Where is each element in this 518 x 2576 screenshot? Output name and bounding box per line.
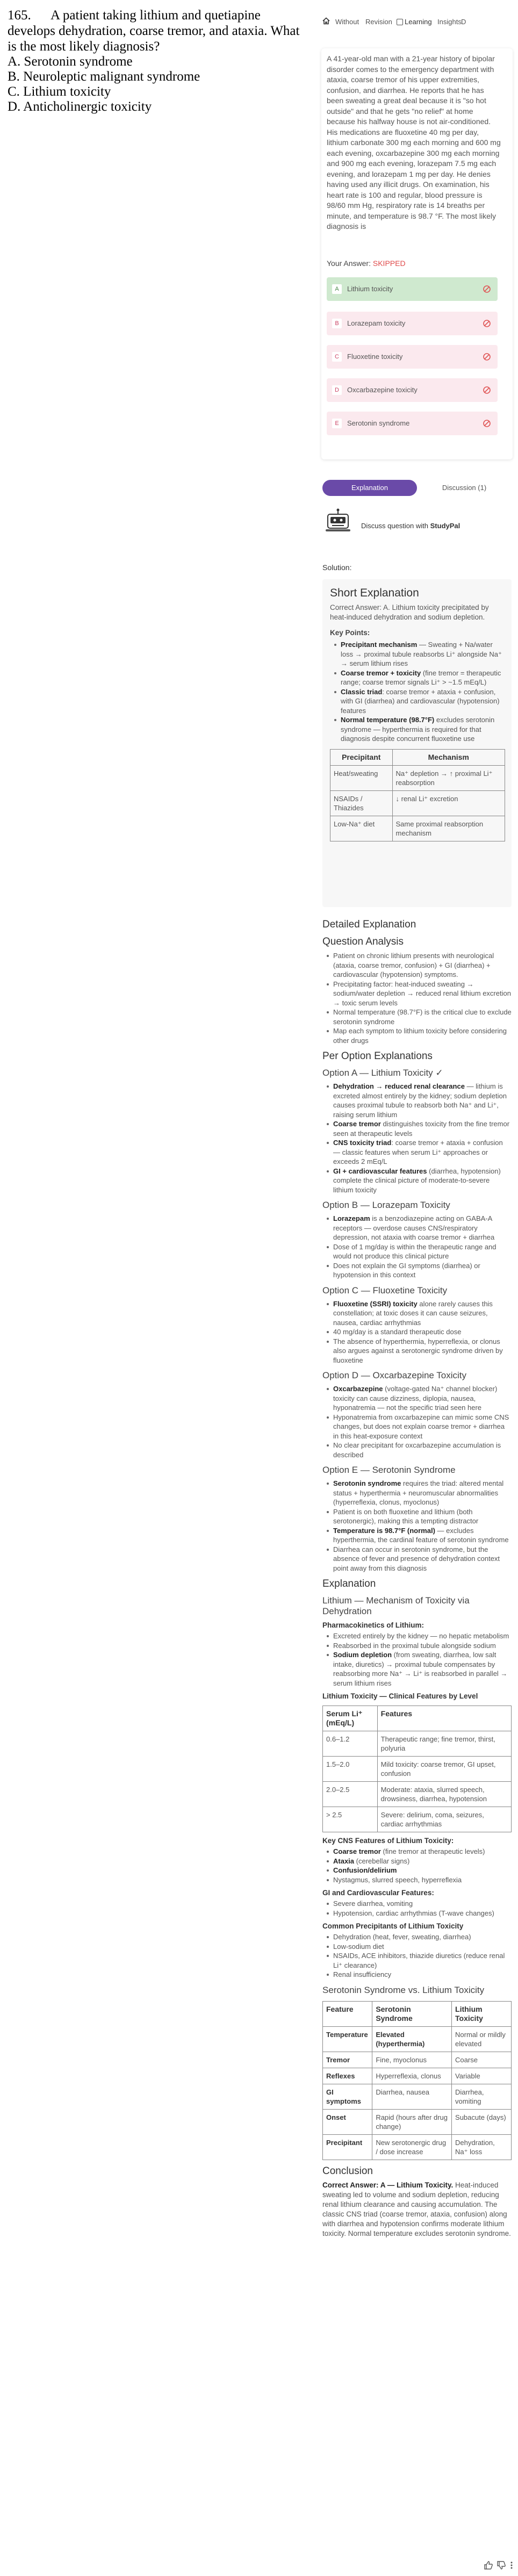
list-item: The absence of hyperthermia, hyperreflexia, or clonus also argues against a serotonergic syndrome driven by fluoxetine xyxy=(333,1337,512,1365)
table-cell: Low-Na⁺ diet xyxy=(330,816,393,841)
precipitant-table xyxy=(330,749,505,841)
table-cell: 2.0–2.5 xyxy=(323,1782,378,1807)
option-letter: A xyxy=(332,284,342,294)
list-item: Patient on chronic lithium presents with neurological (ataxia, coarse tremor, confusion) + GI (diarrhea) + cardiovascular (hypotension) symptoms. xyxy=(333,951,512,980)
tab-explanation[interactable]: Explanation xyxy=(322,480,417,496)
table-cell: Na⁺ depletion → ↑ proximal Li⁺ reabsorption xyxy=(392,765,505,790)
comparison-title: Serotonin Syndrome vs. Lithium Toxicity xyxy=(322,1984,485,1995)
conclusion-title: Conclusion xyxy=(322,2165,373,2177)
list-item: Precipitant mechanism — Sweating + Na/water loss → proximal tubule reabsorbs Li⁺ alongside Na⁺ → serum lithium rises xyxy=(341,640,504,668)
question-analysis-title: Question Analysis xyxy=(322,936,404,947)
list-item: Excreted entirely by the kidney — no hepatic metabolism xyxy=(333,1631,512,1641)
table-cell: Diarrhea, nausea xyxy=(372,2084,452,2109)
option-a-list xyxy=(322,1082,512,1195)
table-header-row xyxy=(323,2001,512,2026)
table-row xyxy=(323,2084,512,2109)
option-b-list xyxy=(322,1214,512,1280)
list-item: Hyponatremia from oxcarbazepine can mimic some CNS changes, but does not explain coarse tremor + diarrhea in this heat-exposure context xyxy=(333,1413,512,1441)
question-text xyxy=(8,8,308,54)
nav-tab-more[interactable]: D xyxy=(461,18,466,26)
list-item: GI + cardiovascular features (diarrhea, hypotension) complete the clinical picture of moderate-to-severe lithium toxicity xyxy=(333,1167,512,1195)
question-card xyxy=(321,48,513,459)
table-row xyxy=(323,2052,512,2068)
list-item: Fluoxetine (SSRI) toxicity alone rarely causes this constellation; at toxic doses it can cause seizures, nausea, cardiac arrhythmias xyxy=(333,1299,512,1328)
table-row xyxy=(323,1807,512,1832)
key-points-title: Key Points: xyxy=(330,629,370,637)
table-header: Feature xyxy=(323,2001,372,2026)
your-answer-value: SKIPPED xyxy=(372,259,406,268)
thumbs-down-icon[interactable] xyxy=(497,2560,506,2570)
list-item: Classic triad: coarse tremor + ataxia + confusion, with GI (diarrhea) and cardiovascular (hypotension) features xyxy=(341,687,504,716)
list-item: Severe diarrhea, vomiting xyxy=(333,1899,512,1909)
list-item: Ataxia (cerebellar signs) xyxy=(333,1857,512,1866)
question-number: 165. xyxy=(8,8,31,23)
option-letter: C xyxy=(332,352,342,362)
question-stem: A 41-year-old man with a 21-year history of bipolar disorder comes to the emergency department with ataxia, coarse tremor of his upper extremities, confusion, and diarrhea. He reports that he has been sweating a great deal because it is "so hot outside" and that he gets "no relief" at home because his halfway house is not air-conditioned. His medications are fluoxetine 40 mg per day, lithium carbonate 300 mg each morning and 600 mg each evening, oxcarbazepine 300 mg each morning and 900 mg each evening, lorazepam 7.5 mg each evening, and lorazepam 1 mg per day. He denies having used any illicit drugs. On examination, his heart rate is 100 and regular, blood pressure is 98/60 mm Hg, respiratory rate is 14 breaths per minute, and temperature is 98.7 °F. The most likely diagnosis is xyxy=(327,54,501,231)
table-cell: Mild toxicity: coarse tremor, GI upset, confusion xyxy=(377,1757,511,1782)
list-item: Low-sodium diet xyxy=(333,1942,512,1952)
table-cell: Reflexes xyxy=(323,2068,372,2084)
option-label: Fluoxetine toxicity xyxy=(347,352,403,361)
list-item: Coarse tremor + toxicity (fine tremor = therapeutic range; coarse tremor signals Li⁺ > ~1.5 mEq/L) xyxy=(341,668,504,687)
no-entry-icon xyxy=(483,319,491,328)
option-letter: D xyxy=(332,385,342,395)
table-header: Lithium Toxicity xyxy=(452,2001,512,2026)
nav-tab-revision[interactable]: Revision xyxy=(365,18,392,26)
list-item: 40 mg/day is a standard therapeutic dose xyxy=(333,1327,512,1337)
table-cell: Diarrhea, vomiting xyxy=(452,2084,512,2109)
studypal-brand: StudyPal xyxy=(430,522,461,530)
short-explanation-box xyxy=(322,579,512,907)
table-cell: Same proximal reabsorption mechanism xyxy=(392,816,505,841)
explanation-tabs xyxy=(322,480,512,496)
list-item: Precipitating factor: heat-induced sweating → sodium/water depletion → reduced renal lithium excretion → toxic serum levels xyxy=(333,980,511,1007)
list-item: Normal temperature (98.7°F) is the critical clue to exclude serotonin syndrome xyxy=(333,1008,512,1026)
question-analysis-list xyxy=(322,951,512,1045)
precipitants-title: Common Precipitants of Lithium Toxicity xyxy=(322,1922,464,1930)
table-row xyxy=(323,1757,512,1782)
table-cell: Tremor xyxy=(323,2052,372,2068)
home-icon[interactable] xyxy=(322,17,330,25)
option-a-title: Option A — Lithium Toxicity ✓ xyxy=(322,1068,443,1078)
list-item: Serotonin syndrome requires the triad: altered mental status + hyperthermia + neuromuscular abnormalities (hyperreflexia, clonus, myoclonus) xyxy=(333,1479,512,1507)
option-d-list xyxy=(322,1384,512,1459)
nav-tab-insights[interactable]: Insights xyxy=(437,18,462,26)
question-option-d: D. Anticholinergic toxicity xyxy=(8,99,152,114)
short-explanation-title: Short Explanation xyxy=(330,587,419,599)
table-header-row xyxy=(330,749,505,765)
table-cell: Normal or mildly elevated xyxy=(452,2026,512,2052)
cns-features-title: Key CNS Features of Lithium Toxicity: xyxy=(322,1837,454,1845)
pharmacokinetics-title: Pharmacokinetics of Lithium: xyxy=(322,1621,425,1629)
lithium-level-table xyxy=(322,1706,512,1832)
more-icon[interactable] xyxy=(508,2560,515,2570)
answer-option-b[interactable] xyxy=(327,312,498,335)
answer-option-a[interactable] xyxy=(327,277,498,301)
discuss-prefix: Discuss question with xyxy=(361,522,430,530)
answer-option-e[interactable] xyxy=(327,412,498,435)
table-header: Serum Li⁺ (mEq/L) xyxy=(323,1706,378,1731)
question-panel xyxy=(8,8,308,114)
question-option-b: B. Neuroleptic malignant syndrome xyxy=(8,69,200,84)
list-item: CNS toxicity triad: coarse tremor + ataxia + confusion — classic features when serum Li⁺ approaches or exceeds 2 mEq/L xyxy=(333,1138,512,1167)
table-row xyxy=(330,816,505,841)
list-item: Reabsorbed in the proximal tubule alongside sodium xyxy=(333,1641,512,1651)
top-nav xyxy=(316,16,518,27)
list-item: Does not explain the GI symptoms (diarrhea) or hypotension in this context xyxy=(333,1261,512,1280)
table-cell: Temperature xyxy=(323,2026,372,2052)
feedback-icons xyxy=(484,2560,516,2571)
detailed-explanation xyxy=(322,913,512,2243)
table-cell: Onset xyxy=(323,2109,372,2134)
table-cell: GI symptoms xyxy=(323,2084,372,2109)
learning-icon xyxy=(397,19,403,25)
list-item: Coarse tremor distinguishes toxicity from the fine tremor seen at therapeutic levels xyxy=(333,1119,512,1138)
table-row xyxy=(330,790,505,816)
table-cell: Elevated (hyperthermia) xyxy=(372,2026,452,2052)
table-row xyxy=(323,2026,512,2052)
list-item: Temperature is 98.7°F (normal) — excludes hyperthermia, the cardinal feature of serotonin syndrome xyxy=(333,1526,512,1545)
answer-option-d[interactable] xyxy=(327,378,498,402)
gi-cv-features-list xyxy=(322,1899,512,1918)
list-item: No clear precipitant for oxcarbazepine accumulation is described xyxy=(333,1441,512,1459)
per-option-title: Per Option Explanations xyxy=(322,1050,433,1062)
option-label: Serotonin syndrome xyxy=(347,419,410,427)
table-cell: 0.6–1.2 xyxy=(323,1731,378,1757)
table-cell: ↓ renal Li⁺ excretion xyxy=(392,790,505,816)
nav-tab-learning[interactable] xyxy=(397,18,432,26)
precipitants-list xyxy=(322,1932,512,1980)
table-cell: NSAIDs / Thiazides xyxy=(330,790,393,816)
table-cell: Precipitant xyxy=(323,2134,372,2160)
gi-cv-features-title: GI and Cardiovascular Features: xyxy=(322,1889,434,1897)
table-cell: Hyperreflexia, clonus xyxy=(372,2068,452,2084)
list-item: Patient is on both fluoxetine and lithium (both serotonergic), making this a tempting distractor xyxy=(333,1507,512,1526)
list-item: Diarrhea can occur in serotonin syndrome, but the absence of fever and presence of dehydration context point away from this diagnosis xyxy=(333,1545,512,1573)
table-cell: Dehydration, Na⁺ loss xyxy=(452,2134,512,2160)
your-answer xyxy=(327,259,406,268)
question-option-a: A. Serotonin syndrome xyxy=(8,54,133,69)
option-letter: B xyxy=(332,319,342,328)
pharmacokinetics-list xyxy=(322,1631,512,1688)
thumbs-up-icon[interactable] xyxy=(484,2560,493,2570)
list-item: Nystagmus, slurred speech, hyperreflexia xyxy=(333,1875,512,1885)
discuss-text xyxy=(361,522,460,530)
table-header: Serotonin Syndrome xyxy=(372,2001,452,2026)
your-answer-label: Your Answer: xyxy=(327,259,371,268)
question-body: A patient taking lithium and quetiapine develops dehydration, coarse tremor, and ataxia. What is the most likely diagnosis? xyxy=(8,8,300,54)
nav-tab-learning-label: Learning xyxy=(405,18,432,26)
answer-option-c[interactable] xyxy=(327,345,498,369)
option-label: Oxcarbazepine toxicity xyxy=(347,386,418,394)
list-item: Dose of 1 mg/day is within the therapeutic range and would not produce this clinical picture xyxy=(333,1242,512,1261)
list-item: Sodium depletion (from sweating, diarrhea, low salt intake, diuretics) → proximal tubule compensates by reabsorbing more Na⁺ → Li⁺ is reabsorbed in parallel → serum lithium rises xyxy=(333,1650,512,1688)
cns-features-list xyxy=(322,1847,512,1884)
table-cell: Coarse xyxy=(452,2052,512,2068)
table-row xyxy=(330,765,505,790)
list-item: Normal temperature (98.7°F) excludes serotonin syndrome — hyperthermia is required for that diagnosis despite concurrent fluoxetine use xyxy=(341,715,504,744)
table-cell: New serotonergic drug / dose increase xyxy=(372,2134,452,2160)
tab-discussion[interactable]: Discussion (1) xyxy=(442,484,487,492)
no-entry-icon xyxy=(483,285,491,293)
mechanism-title: Lithium — Mechanism of Toxicity via Dehydration xyxy=(322,1595,470,1616)
table-header: Precipitant xyxy=(330,749,393,765)
question-option-c: C. Lithium toxicity xyxy=(8,84,111,99)
list-item: Oxcarbazepine (voltage-gated Na⁺ channel blocker) toxicity can cause dizziness, diplopia, nausea, hyponatremia — not the specific triad seen here xyxy=(333,1384,512,1413)
option-e-list xyxy=(322,1479,512,1573)
table-row xyxy=(323,2109,512,2134)
table-cell: > 2.5 xyxy=(323,1807,378,1832)
list-item: Coarse tremor (fine tremor at therapeutic levels) xyxy=(333,1847,512,1857)
detailed-title: Detailed Explanation xyxy=(322,919,416,930)
table-cell: Therapeutic range; fine tremor, thirst, polyuria xyxy=(377,1731,511,1757)
table-row xyxy=(323,1782,512,1807)
discuss-with-studypal[interactable] xyxy=(322,508,512,540)
nav-tab-without[interactable]: Without xyxy=(335,18,359,26)
option-letter: E xyxy=(332,419,342,428)
table-row xyxy=(323,1731,512,1757)
table-row xyxy=(323,2068,512,2084)
option-c-list xyxy=(322,1299,512,1365)
option-c-title: Option C — Fluoxetine Toxicity xyxy=(322,1285,448,1296)
table-header: Features xyxy=(377,1706,511,1731)
option-label: Lorazepam toxicity xyxy=(347,319,406,327)
list-item: Hypotension, cardiac arrhythmias (T-wave changes) xyxy=(333,1909,512,1918)
list-item: Renal insufficiency xyxy=(333,1970,512,1980)
option-label: Lithium toxicity xyxy=(347,285,393,293)
comparison-table xyxy=(322,2001,512,2160)
option-e-title: Option E — Serotonin Syndrome xyxy=(322,1465,456,1475)
table-cell: 1.5–2.0 xyxy=(323,1757,378,1782)
table-cell: Subacute (days) xyxy=(452,2109,512,2134)
table-cell: Variable xyxy=(452,2068,512,2084)
list-item: Dehydration → reduced renal clearance — lithium is excreted almost entirely by the kidney; sodium depletion causes proximal tubule to reabsorb both Na⁺ and Li⁺, raising serum lithium xyxy=(333,1082,512,1119)
table-cell: Rapid (hours after drug change) xyxy=(372,2109,452,2134)
no-entry-icon xyxy=(483,352,491,361)
clinical-features-title: Lithium Toxicity — Clinical Features by Level xyxy=(322,1692,478,1700)
app-column xyxy=(316,0,518,2576)
no-entry-icon xyxy=(483,386,491,394)
key-points-list xyxy=(330,640,504,744)
conclusion-text: Correct Answer: A — Lithium Toxicity. Heat-induced sweating led to volume and sodium depletion, reducing renal lithium clearance and causing accumulation. The classic CNS triad (coarse tremor, ataxia, confusion) along with diarrhea and hypotension confirms moderate lithium toxicity. Normal temperature excludes serotonin syndrome. xyxy=(322,2181,511,2237)
table-cell: Moderate: ataxia, slurred speech, drowsiness, diarrhea, hypotension xyxy=(377,1782,511,1807)
list-item: Lorazepam is a benzodiazepine acting on GABA-A receptors — overdose causes CNS/respiratory depression, not ataxia with coarse tremor + diarrhea xyxy=(333,1214,512,1242)
table-row xyxy=(323,2134,512,2160)
list-item: Dehydration (heat, fever, sweating, diarrhea) xyxy=(333,1932,512,1942)
list-item: NSAIDs, ACE inhibitors, thiazide diuretics (reduce renal Li⁺ clearance) xyxy=(333,1951,512,1970)
solution-label: Solution: xyxy=(322,563,352,572)
table-cell: Heat/sweating xyxy=(330,765,393,790)
short-explanation-text: Correct Answer: A. Lithium toxicity precipitated by heat-induced dehydration and sodium depletion. xyxy=(330,603,489,621)
list-item: Confusion/delirium xyxy=(333,1866,512,1875)
table-header-row xyxy=(323,1706,512,1731)
option-d-title: Option D — Oxcarbazepine Toxicity xyxy=(322,1370,467,1380)
table-cell: Severe: delirium, coma, seizures, cardiac arrhythmias xyxy=(377,1807,511,1832)
table-cell: Fine, myoclonus xyxy=(372,2052,452,2068)
list-item: Map each symptom to lithium toxicity before considering other drugs xyxy=(333,1026,512,1045)
table-header: Mechanism xyxy=(392,749,505,765)
explanation-title: Explanation xyxy=(322,1578,376,1589)
no-entry-icon xyxy=(483,419,491,428)
option-b-title: Option B — Lorazepam Toxicity xyxy=(322,1200,450,1210)
robot-mascot-icon xyxy=(322,508,355,535)
